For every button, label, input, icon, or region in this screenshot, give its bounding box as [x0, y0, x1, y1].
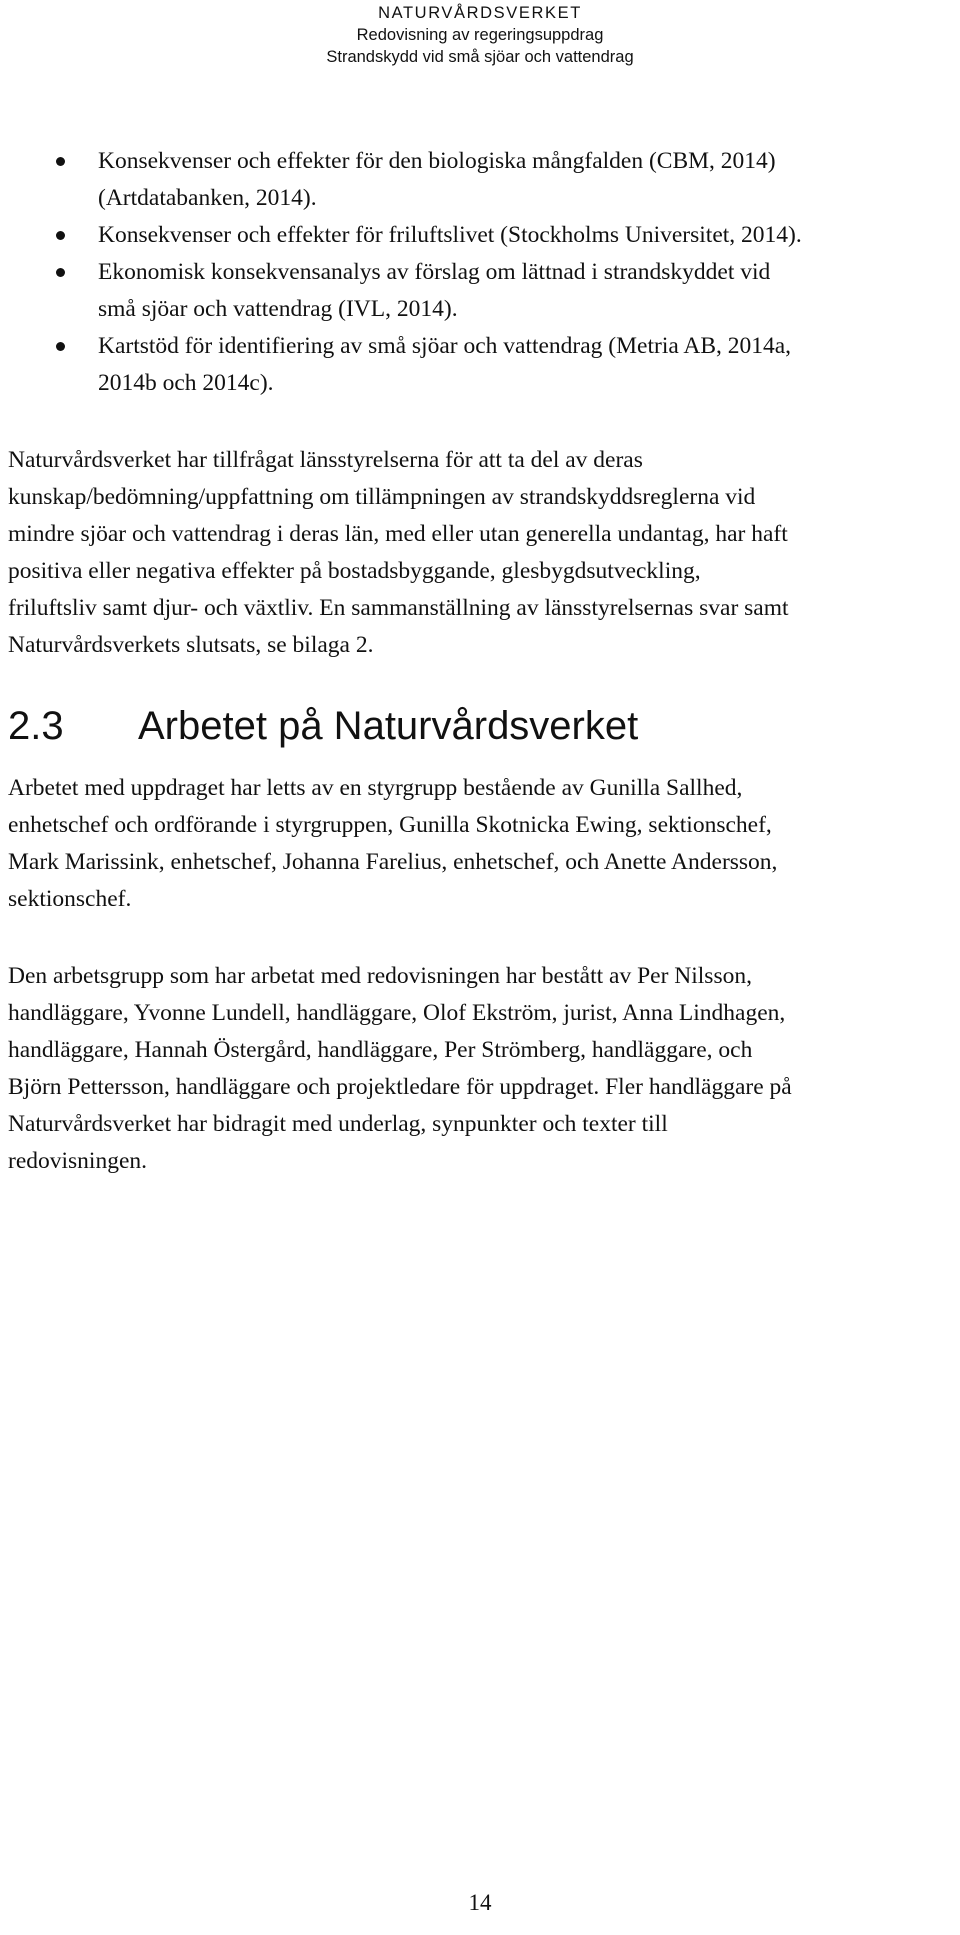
text-line: sektionschef. [8, 886, 132, 912]
text-line: kunskap/bedömning/uppfattning om tillämpningen av strandskyddsreglerna vid [8, 484, 756, 510]
text-line: positiva eller negativa effekter på bostadsbyggande, glesbygdsutveckling, [8, 558, 701, 584]
reference-line: Konsekvenser och effekter för den biologiska mångfalden (CBM, 2014) [98, 148, 776, 174]
text-line: Naturvårdsverket har tillfrågat länsstyrelserna för att ta del av deras [8, 447, 643, 473]
section-number: 2.3 [8, 704, 64, 748]
text-line: Arbetet med uppdraget har letts av en styrgrupp bestående av Gunilla Sallhed, [8, 775, 743, 801]
text-line: Mark Marissink, enhetschef, Johanna Farelius, enhetschef, och Anette Andersson, [8, 849, 778, 875]
header-report-title: Redovisning av regeringsuppdrag [356, 26, 604, 44]
text-line: Björn Pettersson, handläggare och projektledare för uppdraget. Fler handläggare på [8, 1074, 792, 1100]
text-line: enhetschef och ordförande i styrgruppen, Gunilla Skotnicka Ewing, sektionschef, [8, 812, 772, 838]
reference-list [8, 143, 948, 402]
paragraph-working-group [8, 958, 948, 1180]
reference-item [8, 254, 948, 328]
paragraph-county-boards [8, 442, 948, 664]
text-line: handläggare, Yvonne Lundell, handläggare, Olof Ekström, jurist, Anna Lindhagen, [8, 1000, 786, 1026]
bullet-icon [56, 157, 65, 166]
reference-item [8, 328, 948, 402]
section-heading [8, 704, 948, 754]
bullet-icon [56, 268, 65, 277]
bullet-icon [56, 342, 65, 351]
reference-line: Kartstöd för identifiering av små sjöar och vattendrag (Metria AB, 2014a, [98, 333, 792, 359]
text-line: handläggare, Hannah Östergård, handläggare, Per Strömberg, handläggare, och [8, 1037, 753, 1063]
page-number: 14 [468, 1890, 492, 1915]
page-content [8, 143, 948, 1180]
section-title: Arbetet på Naturvårdsverket [138, 704, 639, 748]
reference-line: Konsekvenser och effekter för friluftslivet (Stockholms Universitet, 2014). [98, 222, 802, 248]
reference-line: (Artdatabanken, 2014). [98, 185, 317, 211]
text-line: mindre sjöar och vattendrag i deras län, med eller utan generella undantag, har haft [8, 521, 788, 547]
header-organization: NATURVÅRDSVERKET [378, 4, 582, 22]
paragraph-steering-group [8, 770, 948, 918]
text-line: Naturvårdsverket har bidragit med underlag, synpunkter och texter till [8, 1111, 668, 1137]
text-line: Naturvårdsverkets slutsats, se bilaga 2. [8, 632, 374, 658]
reference-line: 2014b och 2014c). [98, 370, 274, 396]
reference-item [8, 143, 948, 217]
bullet-icon [56, 231, 65, 240]
page-header [0, 2, 960, 68]
header-report-subject: Strandskydd vid små sjöar och vattendrag [326, 48, 634, 66]
reference-line: Ekonomisk konsekvensanalys av förslag om lättnad i strandskyddet vid [98, 259, 771, 285]
reference-item [8, 217, 948, 254]
reference-line: små sjöar och vattendrag (IVL, 2014). [98, 296, 458, 322]
text-line: Den arbetsgrupp som har arbetat med redovisningen har bestått av Per Nilsson, [8, 963, 752, 989]
text-line: redovisningen. [8, 1148, 148, 1174]
text-line: friluftsliv samt djur- och växtliv. En sammanställning av länsstyrelsernas svar samt [8, 595, 789, 621]
